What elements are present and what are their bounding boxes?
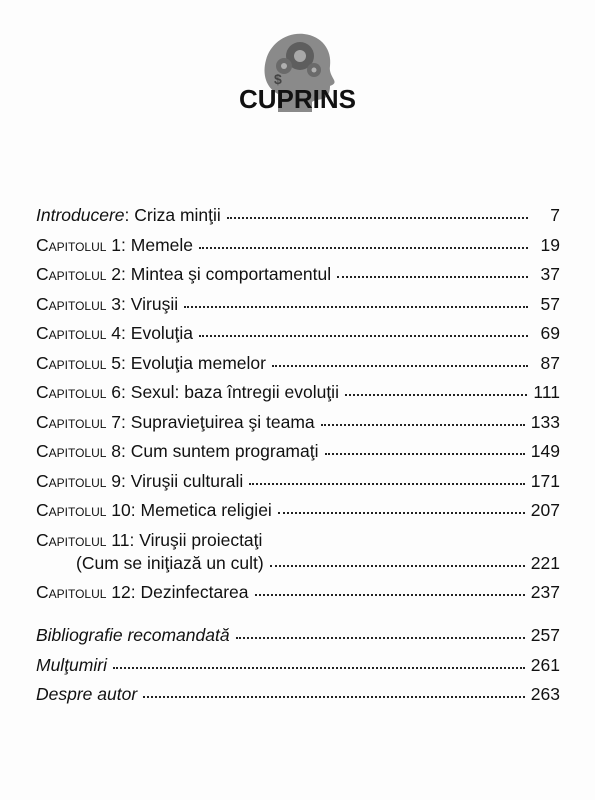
- toc-entry-introducere[interactable]: [36, 204, 560, 234]
- toc-entry-label: Capitolul 8: Cum suntem programaţi: [36, 441, 319, 461]
- dot-leader: [236, 627, 525, 641]
- dot-leader: [272, 355, 528, 369]
- toc-entry-capitolul-2[interactable]: [36, 263, 560, 293]
- toc-entry-multumiri[interactable]: [36, 654, 560, 684]
- toc-page-number: 261: [530, 654, 560, 675]
- toc-page-number: 57: [540, 293, 560, 314]
- dot-leader: [325, 443, 525, 457]
- toc-page-number: 87: [540, 352, 560, 373]
- toc-page-number: 237: [530, 581, 560, 602]
- toc-entry-label: Capitolul 9: Viruşii culturali: [36, 470, 244, 491]
- toc-page-number: 7: [550, 205, 560, 225]
- toc-entry-label: Despre autor: [36, 684, 138, 704]
- toc-entry-label: Capitolul 11: Viruşii proiectaţi: [36, 529, 263, 550]
- svg-text:$: $: [274, 71, 282, 87]
- dot-leader: [249, 473, 525, 487]
- toc-entry-label: Capitolul 3: Viruşii: [36, 293, 179, 314]
- toc-entry-continuation: [36, 552, 560, 581]
- page-title: CUPRINS: [238, 84, 356, 114]
- dot-leader: [255, 584, 525, 598]
- toc-entry-label: Capitolul 1: Memele: [36, 234, 194, 255]
- toc-page-number: 69: [540, 323, 560, 343]
- toc-page-number: 207: [530, 500, 560, 520]
- toc-entry-label: Mulţumiri: [36, 654, 107, 675]
- toc-entry-label: Capitolul 2: Mintea şi comportamentul: [36, 264, 332, 284]
- toc-entry-label: Capitolul 10: Memetica religiei: [36, 500, 272, 520]
- toc-entry-capitolul-11[interactable]: [36, 529, 560, 581]
- toc-entry-despre-autor[interactable]: [36, 683, 560, 713]
- toc-entry-label: Bibliografie recomandată: [36, 625, 230, 645]
- toc-page-number: 133: [530, 411, 560, 432]
- dot-leader: [337, 266, 528, 280]
- toc-entry-capitolul-8[interactable]: [36, 440, 560, 470]
- table-of-contents: [36, 204, 560, 713]
- toc-entry-capitolul-3[interactable]: [36, 293, 560, 323]
- toc-entry-bibliografie[interactable]: [36, 624, 560, 654]
- dot-leader: [345, 384, 527, 398]
- toc-entry-capitolul-10[interactable]: [36, 499, 560, 529]
- toc-page-number: 171: [530, 470, 560, 491]
- toc-page-number: 19: [540, 234, 560, 255]
- dot-leader: [227, 207, 528, 221]
- dot-leader: [278, 502, 525, 516]
- toc-page-number: 263: [530, 684, 560, 704]
- toc-entry-capitolul-6[interactable]: [36, 381, 560, 411]
- toc-entry-capitolul-5[interactable]: [36, 352, 560, 382]
- toc-page-number: 111: [533, 382, 560, 402]
- toc-page-number: 37: [540, 264, 560, 284]
- toc-entry-label: Capitolul 12: Dezinfectarea: [36, 581, 249, 602]
- dot-leader: [199, 325, 528, 339]
- toc-page-number: 149: [530, 441, 560, 461]
- toc-entry-capitolul-4[interactable]: [36, 322, 560, 352]
- toc-page-number: 257: [530, 625, 560, 645]
- toc-page-number: 221: [530, 552, 560, 573]
- dot-leader: [143, 686, 525, 700]
- dot-leader: [199, 237, 528, 251]
- toc-entry-label: Capitolul 5: Evoluţia memelor: [36, 352, 266, 373]
- dot-leader: [321, 414, 525, 428]
- toc-entry-label: Capitolul 4: Evoluţia: [36, 323, 194, 343]
- toc-entry-capitolul-12[interactable]: [36, 581, 560, 611]
- dot-leader: [184, 296, 528, 310]
- toc-entry-capitolul-9[interactable]: [36, 470, 560, 500]
- toc-entry-label-line2: (Cum se iniţiază un cult): [76, 552, 264, 573]
- dot-leader: [270, 555, 525, 569]
- toc-entry-label: Capitolul 7: Supravieţuirea şi teama: [36, 411, 315, 432]
- toc-entry-label: Introducere: Criza minţii: [36, 205, 221, 225]
- toc-entry-capitolul-7[interactable]: [36, 411, 560, 441]
- dot-leader: [113, 657, 525, 671]
- toc-entry-label: Capitolul 6: Sexul: baza întregii evoluţii: [36, 382, 339, 402]
- toc-entry-capitolul-1[interactable]: [36, 234, 560, 264]
